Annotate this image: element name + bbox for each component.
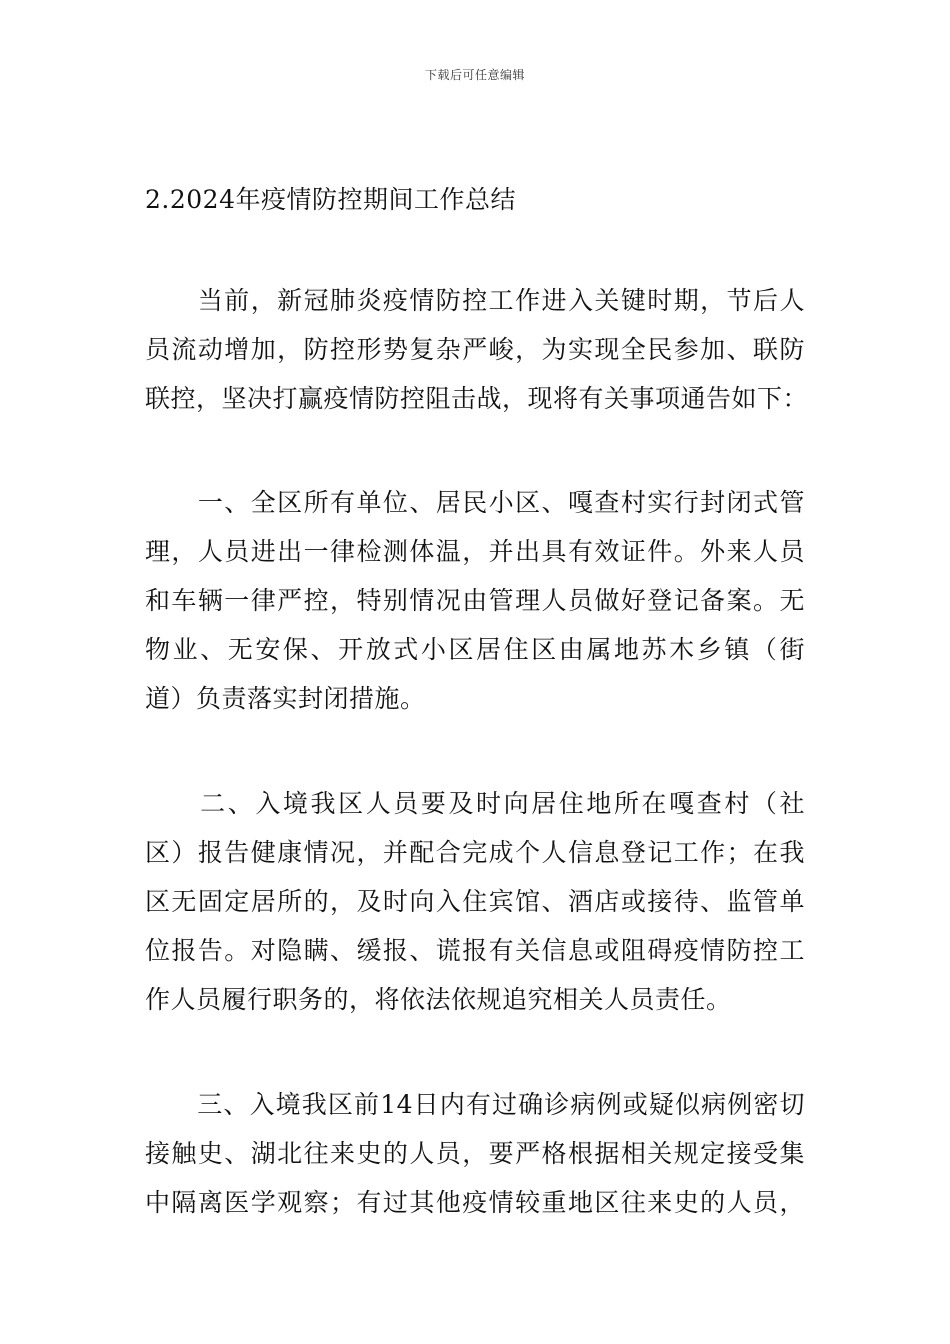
paragraph-line: 三、入境我区前14日内有过确诊病例或疑似病例密切 [145, 1090, 805, 1119]
paragraph-line: 作人员履行职务的，将依法依规追究相关人员责任。 [145, 985, 732, 1014]
paragraph-line: 员流动增加，防控形势复杂严峻，为实现全民参加、联防 [145, 335, 805, 364]
document-title: 2.2024年疫情防控期间工作总结 [145, 185, 516, 214]
paragraph-intro [145, 276, 809, 423]
paragraph-item-3 [145, 1080, 805, 1227]
header-note: 下载后可任意编辑 [424, 68, 525, 82]
paragraph-line: 区）报告健康情况，并配合完成个人信息登记工作；在我 [145, 838, 805, 867]
paragraph-line: 理，人员进出一律检测体温，并出具有效证件。外来人员 [145, 537, 805, 566]
paragraph-line: 道）负责落实封闭措施。 [145, 684, 426, 713]
paragraph-line: 位报告。对隐瞒、缓报、谎报有关信息或阻碍疫情防控工 [145, 936, 805, 965]
paragraph-item-1 [145, 478, 805, 723]
paragraph-line: 中隔离医学观察；有过其他疫情较重地区往来史的人员， [145, 1188, 805, 1217]
paragraph-line: 和车辆一律严控，特别情况由管理人员做好登记备案。无 [145, 586, 805, 615]
paragraph-line: 区无固定居所的，及时向入住宾馆、酒店或接待、监管单 [145, 887, 805, 916]
paragraph-item-2 [145, 779, 805, 1024]
paragraph-line: 物业、无安保、开放式小区居住区由属地苏木乡镇（街 [145, 635, 805, 664]
paragraph-line: 联控，坚决打赢疫情防控阻击战，现将有关事项通告如下： [145, 384, 809, 413]
paragraph-line: 一、全区所有单位、居民小区、嘎查村实行封闭式管 [145, 488, 805, 517]
paragraph-line: 二、入境我区人员要及时向居住地所在嘎查村（社 [145, 789, 805, 818]
paragraph-line: 接触史、湖北往来史的人员，要严格根据相关规定接受集 [145, 1139, 805, 1168]
paragraph-line: 当前，新冠肺炎疫情防控工作进入关键时期，节后人 [145, 286, 805, 315]
